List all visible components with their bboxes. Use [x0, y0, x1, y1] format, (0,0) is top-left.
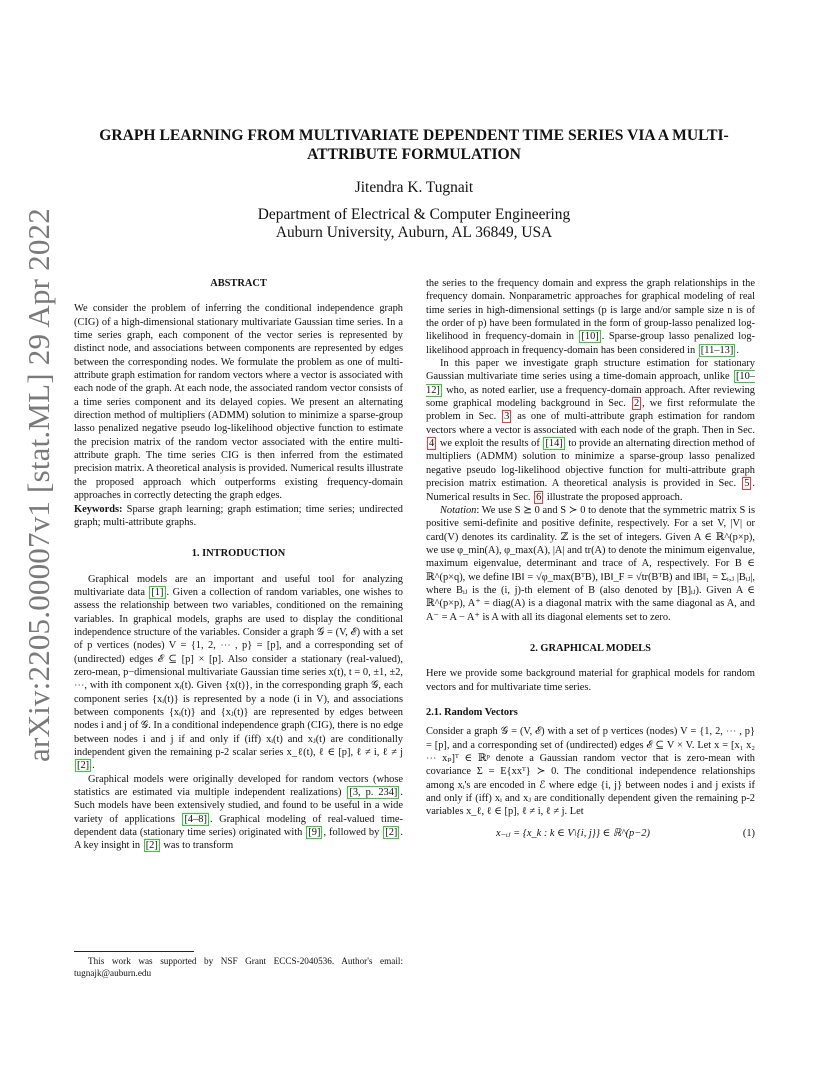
section-2-heading: 2. GRAPHICAL MODELS: [530, 642, 651, 654]
citation-link[interactable]: [2]: [77, 760, 90, 772]
keywords-label: Keywords:: [74, 503, 123, 515]
paper-title: GRAPH LEARNING FROM MULTIVARIATE DEPENDENT TIME SERIES VIA A MULTI-ATTRIBUTE FORMULATION: [99, 127, 729, 163]
citation-link[interactable]: [1]: [151, 586, 164, 598]
section-1-heading: 1. INTRODUCTION: [191, 548, 286, 560]
right-paragraph-0: the series to the frequency domain and express the graph relationships in the frequency domain. Nonparametric approaches for graphical modeling of real time series in high-dimensional settings (p is large and/or sample size n is of the order of p) have been formulated in the form of group-lasso penalized log-likelihood in frequency-domain in [10] . Sparse-group lasso penalized log-likelihood approach in frequency-domain has been considered in [11–13] .: [426, 278, 756, 356]
section-reference-link[interactable]: 2: [633, 398, 640, 410]
right-column: [426, 277, 755, 840]
citation-link[interactable]: [14]: [545, 438, 563, 450]
section-reference-link[interactable]: 5: [744, 478, 750, 490]
section-reference-link[interactable]: 3: [504, 411, 510, 423]
intro-paragraph-1: Graphical models are an important and useful tool for analyzing multivariate data [1] . Given a collection of random variables, one wishes to assess the relationship between two variables, conditioned on the remaining variables. In graphical models, graphs are used to display the conditional independence structure of the variables. Consider a graph 𝒢 = (V, ℰ) with a set of p vertices (nodes) V = {1, 2, ⋯ , p} = [p], and a corresponding set of (undirected) edges ℰ ⊆ [p] × [p]. Also consider a stationary (real-valued), zero-mean, p−dimensional multivariate Gaussian time series x(t), t = 0, ±1, ±2, ⋯, with ith component xᵢ(t). Given {x(t)}, in the corresponding graph 𝒢, each component series {xᵢ(t)} is represented by a node (i in V), and associations between components {xᵢ(t)} and {xⱼ(t)} are represented by edges between nodes i and j of 𝒢. In a conditional independence graph (CIG), there is no edge between nodes i and j if and only if (iff) xᵢ(t) and xⱼ(t) are conditionally independent given the remaining p-2 scalar series x_ℓ(t), ℓ ∈ [p], ℓ ≠ i, ℓ ≠ j [2] .: [74, 573, 403, 772]
equation-1: [426, 827, 755, 840]
citation-link[interactable]: [2]: [145, 840, 158, 852]
author-affiliation: [90, 206, 738, 242]
section-reference-link[interactable]: 6: [536, 491, 542, 503]
right-paragraph-1: In this paper we investigate graph structure estimation for stationary Gaussian multivariate time series using a time-domain approach, unlike [10–12] who, as noted earlier, use a frequency-domain approach. After reviewing some graphical modeling background in Sec. 2 , we first reformulate the problem in Sec. 3 as one of multi-attribute graph estimation for random vectors where a vector is associated with each node of the graph. Then in Sec. 4 we exploit the results of [14] to provide an alternating direction method of multipliers (ADMM) solution to minimize a sparse-group lasso penalized negative pseudo log-likelihood objective function for multi-attribute graph precision matrix estimation. A theoretical analysis is provided in Sec. 5 . Numerical results in Sec. 6 illustrate the proposed approach.: [426, 358, 755, 503]
arxiv-identifier-stamp: [14, 208, 64, 762]
arxiv-identifier-text: arXiv:2205.00007v1 [stat.ML] 29 Apr 2022: [21, 208, 57, 762]
notation-paragraph: Notation: We use S ⪰ 0 and S ≻ 0 to denote that the symmetric matrix S is positive semi-definite and positive definite, respectively. For a set V, |V| or card(V) denotes its cardinality. ℤ is the set of integers. Given A ∈ ℝ^(p×p), we use φ_min(A), φ_max(A), |A| and tr(A) to denote the minimum eigenvalue, maximum eigenvalue, determinant and trace of A, respectively. For B ∈ ℝ^(p×q), we define ‖B‖ = √φ_max(BᵀB), ‖B‖_F = √tr(BᵀB) and ‖B‖₁ = Σᵢ,ⱼ |Bᵢⱼ|, where Bᵢⱼ is the (i, j)-th element of B (also denoted by [B]ᵢⱼ). Given A ∈ ℝ^(p×p), A⁺ = diag(A) is a diagonal matrix with the same diagonal as A, and A⁻ = A − A⁺ is A with all its diagonal elements set to zero.: [426, 504, 755, 623]
abstract-heading: ABSTRACT: [210, 278, 267, 289]
affiliation-line-1: Department of Electrical & Computer Engineering: [257, 206, 571, 223]
abstract-text: We consider the problem of inferring the conditional independence graph (CIG) of a high-dimensional stationary multivariate Gaussian time series. In a time series graph, each component of the vector series is represented by distinct node, and associations between components are represented by edges between the corresponding nodes. We formulate the problem as one of multi-attribute graph estimation for random vectors where a vector is associated with each node of the graph. At each node, the associated random vector consists of a time series component and its delayed copies. We present an alternating direction method of multipliers (ADMM) solution to minimize a sparse-group lasso penalized negative pseudo log-likelihood objective function to estimate the precision matrix of the random vector associated with the entire multi-attribute graph. The time series CIG is then inferred from the estimated precision matrix. A theoretical analysis is provided. Numerical results illustrate the proposed approach which outperforms existing frequency-domain approaches in correctly detecting the graph edges.: [74, 303, 403, 502]
subsection-2-1-heading: 2.1. Random Vectors: [426, 706, 518, 718]
citation-link[interactable]: [4–8]: [184, 813, 207, 825]
footnote-text: This work was supported by NSF Grant ECCS-2040536. Author's email: tugnajk@auburn.edu: [74, 956, 403, 978]
keywords: [74, 503, 403, 530]
keywords-text: Sparse graph learning; graph estimation; time series; undirected graph; multi-attribute graphs.: [74, 503, 403, 528]
citation-link[interactable]: [9]: [308, 827, 321, 839]
intro-paragraph-2: Graphical models were originally developed for random vectors (whose statistics are estimated via multiple independent realizations) [3, p. 234] . Such models have been extensively studied, and found to be useful in a wide variety of applications [4–8] . Graphical modeling of real-valued time-dependent data (stationary time series) originated with [9] , followed by [2] . A key insight in [2] was to transform: [74, 773, 404, 852]
citation-link[interactable]: [10]: [581, 331, 599, 343]
equation-1-number: (1): [742, 827, 755, 839]
affiliation-line-2: Auburn University, Auburn, AL 36849, USA: [275, 224, 553, 241]
footnote: [74, 956, 403, 979]
citation-link[interactable]: [11–13]: [700, 344, 734, 356]
citation-link[interactable]: [2]: [385, 827, 398, 839]
subsection-2-1-text: Consider a graph 𝒢 = (V, ℰ) with a set of p vertices (nodes) V = {1, 2, ⋯ , p} = [p], and a corresponding set of (undirected) edges ℰ ⊆ V × V. Let x = [x₁ x₂ ⋯ xₚ]ᵀ ∈ ℝᵖ denote a Gaussian random vector that is zero-mean with covariance Σ = E{xxᵀ} ≻ 0. The conditional independence relationships among xᵢ's are encoded in ℰ where edge {i, j} between nodes i and j exists if and only if (iff) xᵢ and xⱼ are conditionally dependent given the remaining p-2 variables x_ℓ, ℓ ∈ [p], ℓ ≠ i, ℓ ≠ j. Let: [426, 726, 755, 818]
citation-link[interactable]: [10–12]: [426, 371, 755, 396]
left-column: [74, 277, 403, 853]
section-reference-link[interactable]: 4: [429, 438, 435, 450]
footnote-rule: [74, 951, 194, 952]
section-2-intro: Here we provide some background material for graphical models for random vectors and for multivariate time series.: [426, 668, 755, 693]
citation-link[interactable]: [3, p. 234]: [349, 787, 398, 799]
notation-label: Notation: [440, 504, 477, 516]
equation-1-body: x₋ᵢⱼ = {x_k : k ∈ V\{i, j}} ∈ ℝ^(p−2): [496, 827, 650, 839]
author-name: Jitendra K. Tugnait: [354, 179, 474, 196]
